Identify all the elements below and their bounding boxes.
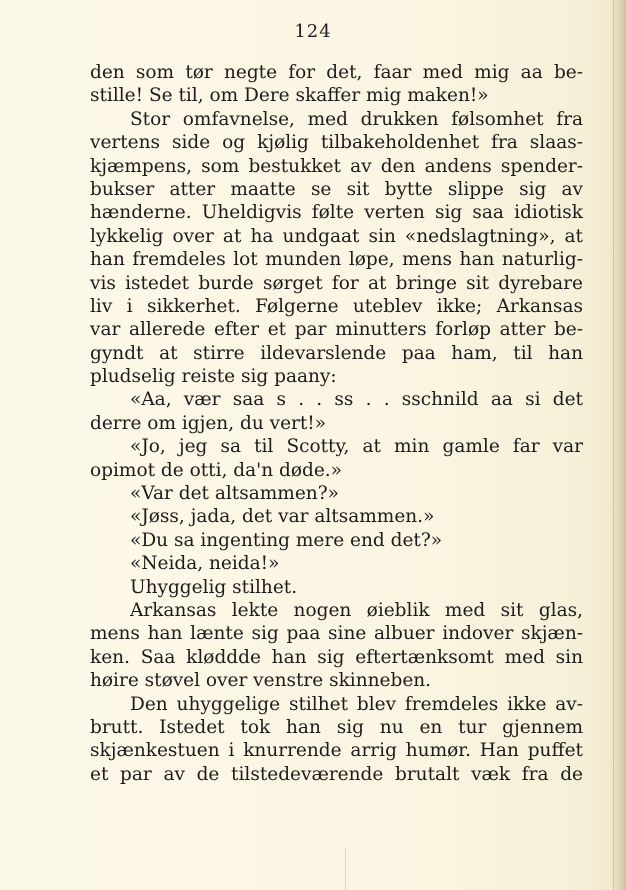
text-line: pludselig reiste sig paany: [90, 366, 337, 388]
text-line: den som tør negte for det, faar med mig aa be- [90, 62, 583, 83]
text-line: hænderne. Uheldigvis følte verten sig saa idiotisk [90, 202, 583, 224]
page-edge-shadow [612, 0, 626, 890]
text-line: «Jo, jeg sa til Scotty, at min gamle far var [130, 436, 583, 458]
text-line: stille! Se til, om Dere skaffer mig maken!» [90, 85, 489, 107]
text-line: gyndt at stirre ildevarslende paa ham, til han [90, 342, 583, 364]
text-line: var allerede efter et par minutters forløp atter be- [90, 319, 583, 341]
text-line: Arkansas lekte nogen øieblik med sit glas, [130, 599, 583, 621]
text-line: mens han lænte sig paa sine albuer indover skjæn- [90, 623, 583, 645]
text-line: bukser atter maatte se sit bytte slippe sig av [90, 178, 583, 200]
text-line: opimot de otti, da'n døde.» [90, 459, 342, 481]
text-line: brutt. Istedet tok han sig nu en tur gjennem [90, 716, 583, 738]
text-line: Uhyggelig stilhet. [130, 576, 298, 598]
text-line: Den uhyggelige stilhet blev fremdeles ikke av- [130, 693, 583, 715]
text-line: «Var det altsammen?» [130, 483, 339, 505]
text-line: liv i sikkerhet. Følgerne uteblev ikke; Arkansas [90, 295, 583, 317]
text-line: «Aa, vær saa s . . ss . . sschnild aa si det [130, 389, 583, 411]
body-text [90, 61, 583, 786]
text-line: høire støvel over venstre skinneben. [90, 670, 432, 692]
page-number: 124 [294, 21, 332, 42]
text-line: et par av de tilstedeværende brutalt væk fra de [90, 763, 583, 785]
text-line: vertens side og kjølig tilbakeholdenhet fra slaas- [90, 132, 583, 154]
text-line: ken. Saa kløddde han sig eftertænksomt med sin [90, 646, 583, 668]
text-line: «Jøss, jada, det var altsammen.» [130, 506, 435, 528]
text-line: han fremdeles lot munden løpe, mens han naturlig- [90, 249, 583, 271]
text-line: skjænkestuen i knurrende arrig humør. Han puffet [90, 740, 583, 762]
text-line: lykkelig over at ha undgaat sin «nedslagtning», at [90, 225, 583, 247]
text-line: «Du sa ingenting mere end det?» [130, 529, 443, 551]
text-line: «Neida, neida!» [130, 553, 280, 575]
text-line: vis istedet burde sørget for at bringe sit dyrebare [90, 272, 583, 294]
text-line: kjæmpens, som bestukket av den andens spender- [90, 155, 583, 177]
scan-mark [345, 848, 346, 890]
text-line: derre om igjen, du vert!» [90, 412, 327, 434]
text-line: Stor omfavnelse, med drukken følsomhet fra [130, 108, 583, 130]
